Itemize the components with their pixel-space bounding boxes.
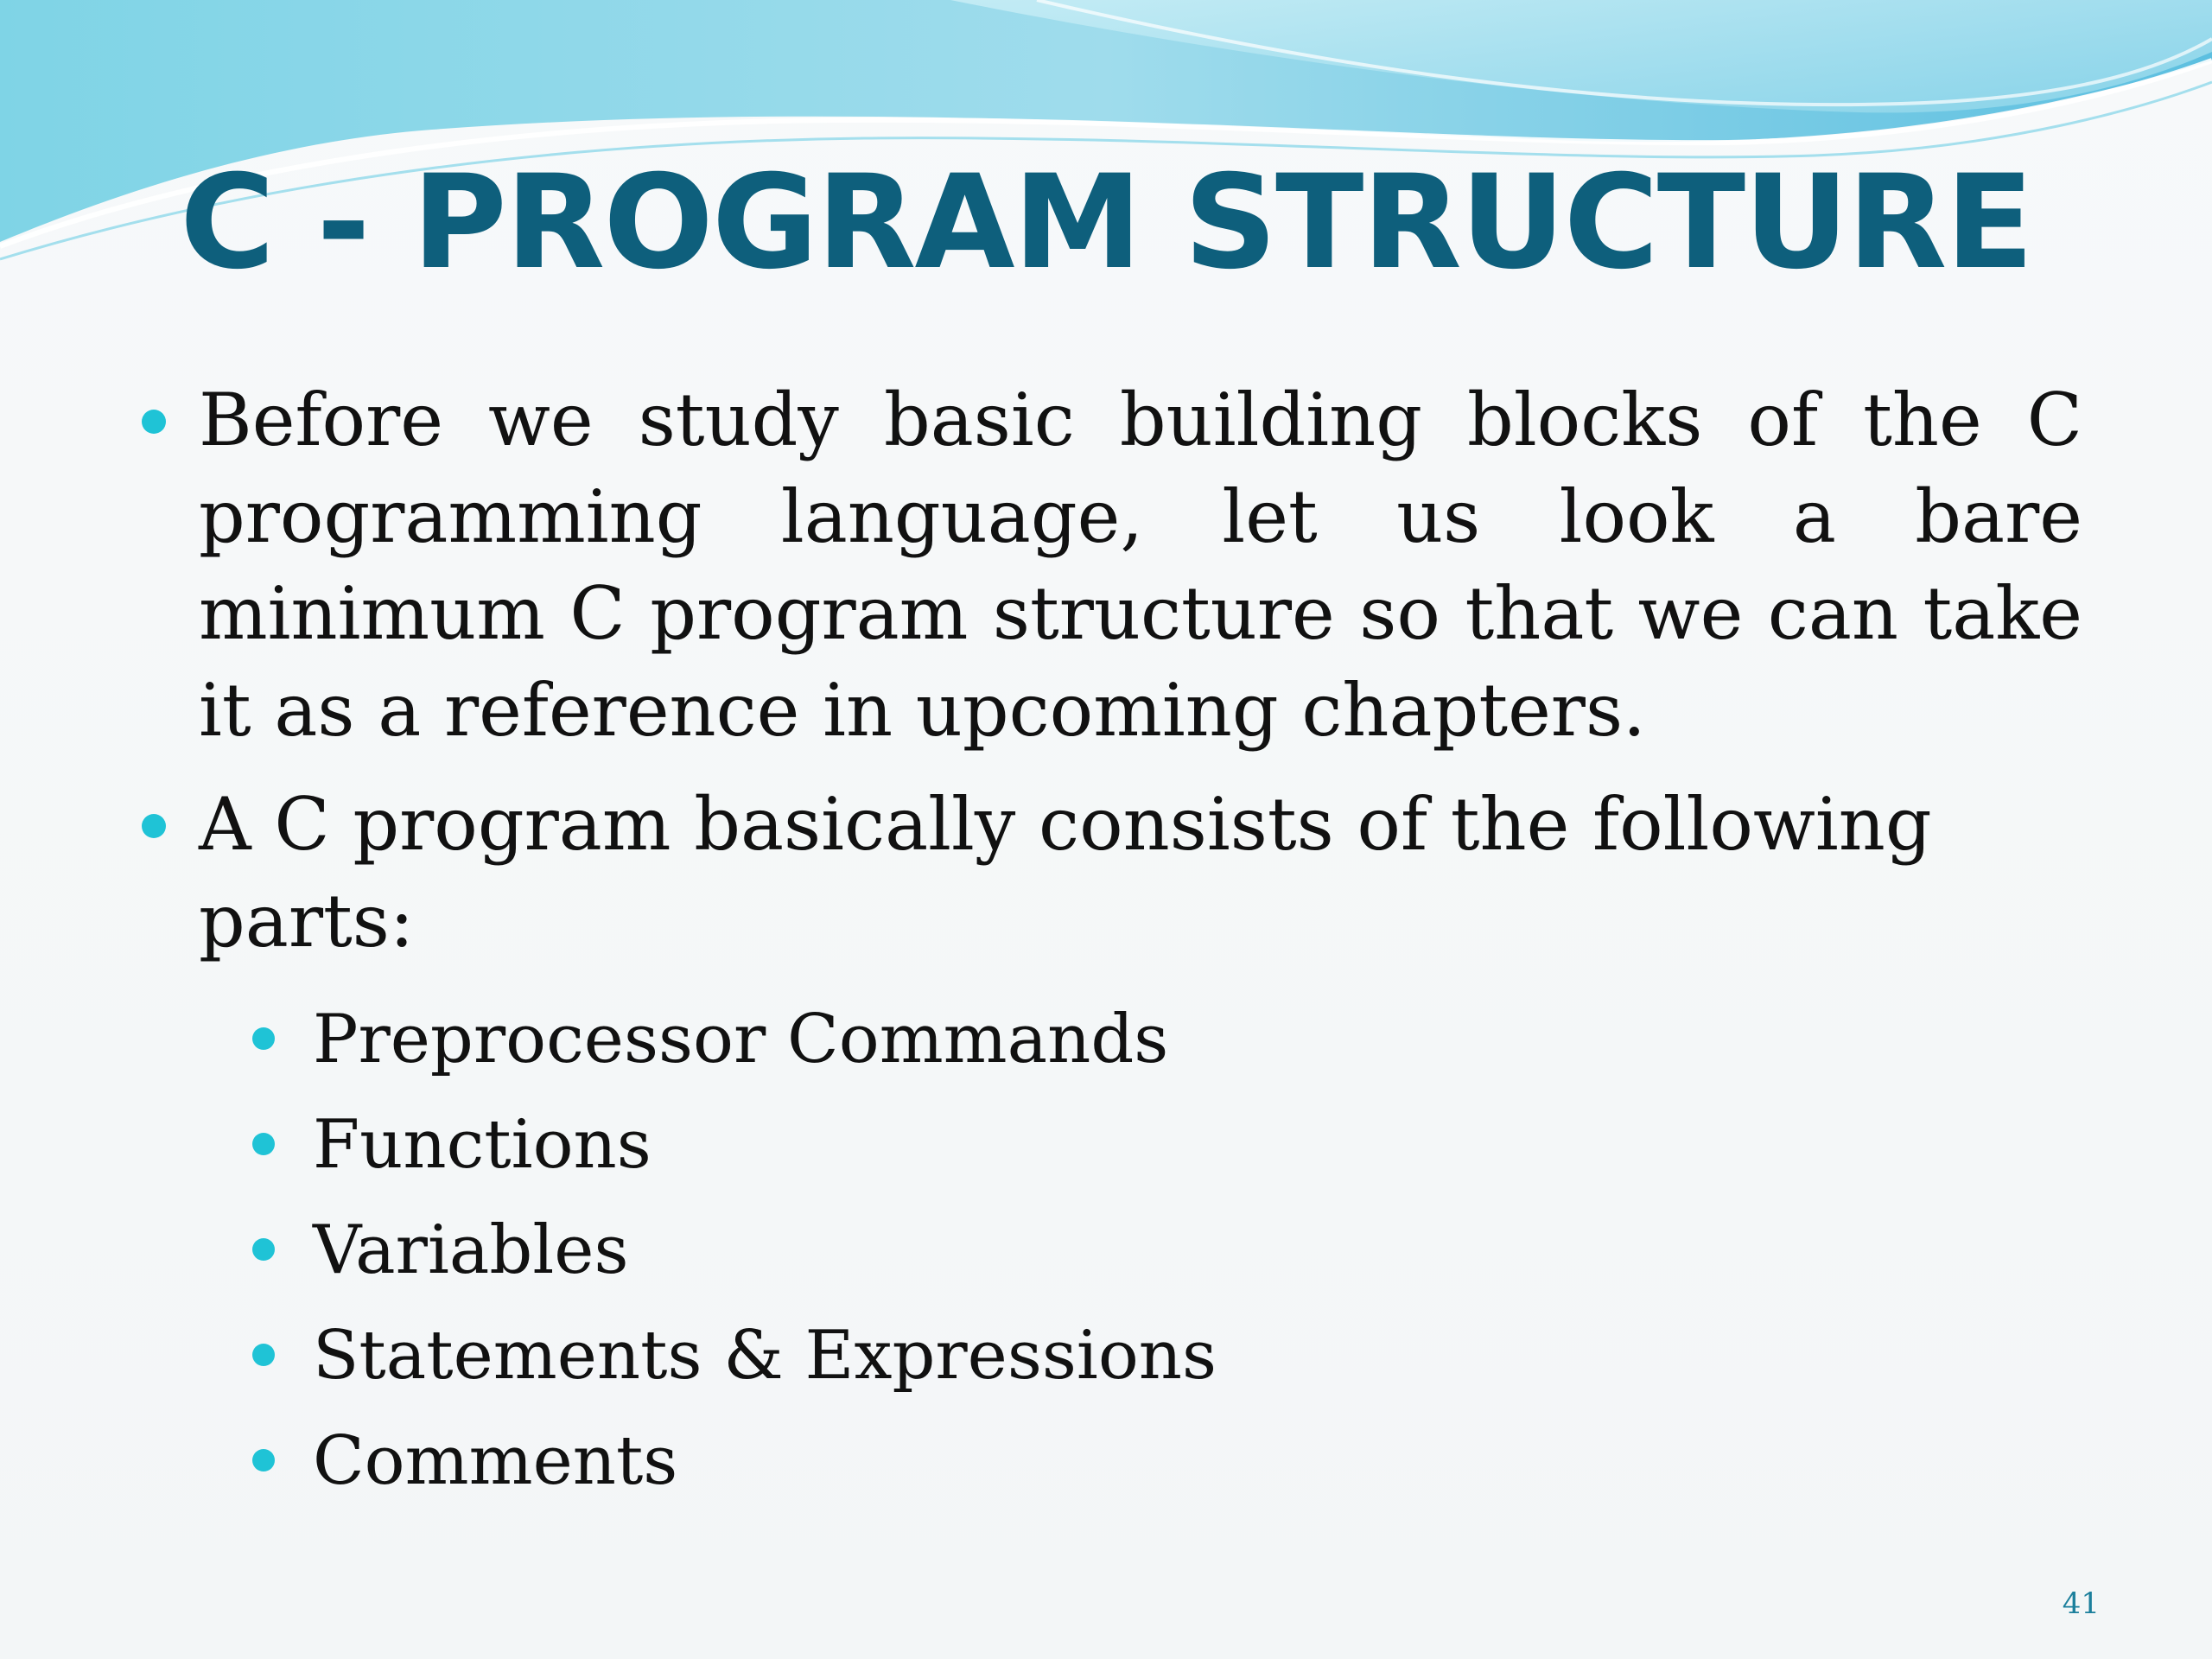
bullet-icon (252, 1344, 275, 1366)
slide-content (138, 372, 2082, 1514)
list-item (252, 987, 2082, 1092)
bullet-icon (142, 814, 166, 838)
bullet-icon (252, 1449, 275, 1471)
bullet-icon (142, 410, 166, 434)
bullet-icon (252, 1238, 275, 1261)
bullet-text: A C program basically consists of the following parts: (199, 782, 1932, 963)
list-item-text: Variables (313, 1211, 629, 1289)
list-item-text: Comments (313, 1422, 678, 1500)
list-item (252, 1198, 2082, 1303)
list-item-text: Functions (313, 1106, 652, 1184)
list-item (252, 1303, 2082, 1408)
bullet-icon (252, 1027, 275, 1050)
subitem-list (138, 987, 2082, 1514)
bullet-item-parts (138, 776, 2082, 969)
list-item (252, 1408, 2082, 1514)
bullet-item-intro (138, 372, 2082, 759)
slide-title: C - PROGRAM STRUCTURE (180, 148, 2032, 298)
list-item-text: Preprocessor Commands (313, 1001, 1169, 1078)
page-number: 41 (2062, 1586, 2100, 1621)
bullet-text: Before we study basic building blocks of the C programming language, let us look a bare minimum C program structure so that we can take it as a reference in upcoming chapters. (199, 378, 2082, 753)
list-item-text: Statements & Expressions (313, 1317, 1217, 1395)
list-item (252, 1092, 2082, 1198)
bullet-icon (252, 1133, 275, 1155)
